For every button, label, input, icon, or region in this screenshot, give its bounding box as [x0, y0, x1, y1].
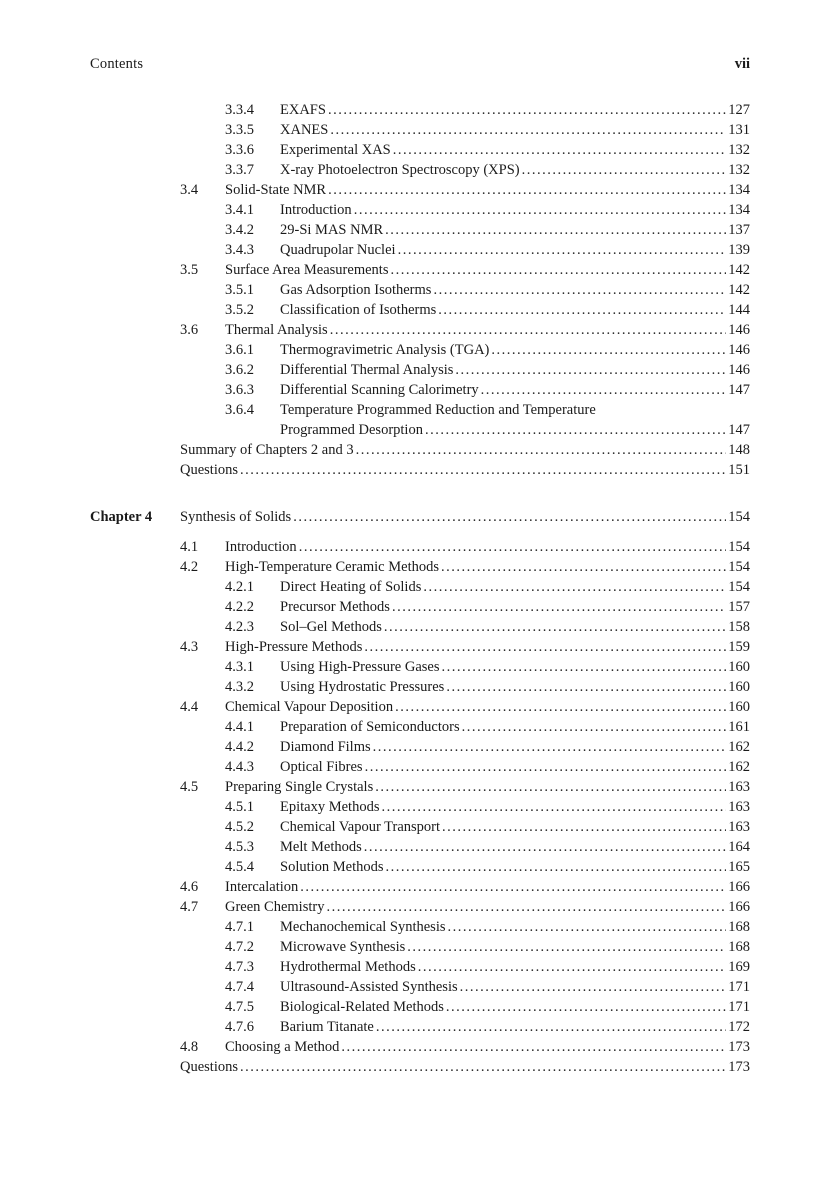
- entry-line: [280, 242, 750, 260]
- entry-page: 142: [728, 262, 750, 278]
- entry-number: 4.2.3: [225, 619, 254, 635]
- entry-number: 4.7.4: [225, 979, 254, 995]
- entry-title: High-Pressure Methods: [225, 639, 363, 655]
- entry-page: 144: [728, 302, 750, 318]
- entry-title: X-ray Photoelectron Spectroscopy (XPS): [280, 162, 520, 178]
- toc-entry: [0, 340, 840, 360]
- entry-line: [280, 122, 750, 140]
- toc-entry: [0, 460, 840, 480]
- entry-page: 154: [728, 539, 750, 555]
- entry-title: Sol–Gel Methods: [280, 619, 382, 635]
- toc-entry: [0, 557, 840, 577]
- entry-line: [180, 509, 750, 527]
- dot-leader: [300, 879, 726, 896]
- toc-entry: [0, 677, 840, 697]
- entry-line: [280, 739, 750, 757]
- entry-number: 3.5: [180, 262, 199, 278]
- dot-leader: [356, 442, 727, 459]
- entry-number: 3.3.5: [225, 122, 254, 138]
- entry-title: Classification of Isotherms: [280, 302, 437, 318]
- entry-title: Programmed Desorption: [280, 422, 423, 438]
- entry-line: [280, 759, 750, 777]
- entry-page: 127: [728, 102, 750, 118]
- entry-page: 162: [728, 739, 750, 755]
- entry-number: 3.4.3: [225, 242, 254, 258]
- entry-title: Thermal Analysis: [225, 322, 328, 338]
- entry-title: Differential Scanning Calorimetry: [280, 382, 479, 398]
- dot-leader: [446, 679, 726, 696]
- toc-entry: [0, 897, 840, 917]
- dot-leader: [441, 559, 726, 576]
- entry-number: 4.3.2: [225, 679, 254, 695]
- entry-number: 4.2.2: [225, 599, 254, 615]
- entry-number: 3.5.2: [225, 302, 254, 318]
- entry-line: [280, 1019, 750, 1037]
- toc-entry: [0, 877, 840, 897]
- entry-title: Solid-State NMR: [225, 182, 327, 198]
- entry-title: Chemical Vapour Deposition: [225, 699, 394, 715]
- entry-page: 163: [728, 799, 750, 815]
- entry-number: 4.7.3: [225, 959, 254, 975]
- entry-title: Hydrothermal Methods: [280, 959, 416, 975]
- toc-entry: [0, 737, 840, 757]
- dot-leader: [373, 739, 727, 756]
- entry-page: 168: [728, 919, 750, 935]
- toc-entry: [0, 300, 840, 320]
- entry-number: Chapter 4: [90, 509, 153, 525]
- entry-page: 169: [728, 959, 750, 975]
- entry-line: [280, 859, 750, 877]
- dot-leader: [364, 639, 726, 656]
- dot-leader: [442, 819, 726, 836]
- entry-number: 4.4.3: [225, 759, 254, 775]
- toc-entry: [0, 160, 840, 180]
- entry-title: Preparing Single Crystals: [225, 779, 374, 795]
- toc-entry: [0, 240, 840, 260]
- entry-title: Thermogravimetric Analysis (TGA): [280, 342, 490, 358]
- toc-entry: [0, 717, 840, 737]
- entry-page: 137: [728, 222, 750, 238]
- entry-number: 3.4.2: [225, 222, 254, 238]
- entry-title: Intercalation: [225, 879, 299, 895]
- entry-title: Introduction: [280, 202, 352, 218]
- entry-line: [280, 402, 750, 420]
- dot-leader: [491, 342, 726, 359]
- dot-leader: [341, 1039, 726, 1056]
- toc-entry: [0, 1057, 840, 1077]
- toc-entry: [0, 837, 840, 857]
- entry-line: [280, 819, 750, 837]
- dot-leader: [460, 979, 727, 996]
- entry-number: 4.3: [180, 639, 199, 655]
- toc-entry: [0, 360, 840, 380]
- entry-page: 160: [728, 699, 750, 715]
- dot-leader: [375, 779, 726, 796]
- entry-title: Ultrasound-Assisted Synthesis: [280, 979, 458, 995]
- entry-number: 4.2.1: [225, 579, 254, 595]
- toc-entry: [0, 140, 840, 160]
- dot-leader: [365, 759, 727, 776]
- entry-title: XANES: [280, 122, 329, 138]
- toc-entry: [0, 180, 840, 200]
- entry-title: Quadrupolar Nuclei: [280, 242, 396, 258]
- dot-leader: [381, 799, 726, 816]
- entry-line: [280, 619, 750, 637]
- entry-line: [280, 679, 750, 697]
- entry-title: EXAFS: [280, 102, 326, 118]
- entry-page: 147: [728, 422, 750, 438]
- entry-line: [280, 999, 750, 1017]
- entry-page: 160: [728, 679, 750, 695]
- entry-line: [280, 979, 750, 997]
- table-of-contents: [0, 100, 840, 1077]
- entry-number: 4.7.5: [225, 999, 254, 1015]
- entry-title: Barium Titanate: [280, 1019, 374, 1035]
- entry-page: 154: [728, 579, 750, 595]
- entry-title: Using Hydrostatic Pressures: [280, 679, 445, 695]
- entry-number: 3.6.3: [225, 382, 254, 398]
- entry-page: 146: [728, 322, 750, 338]
- toc-entry: [0, 617, 840, 637]
- toc-entry: [0, 997, 840, 1017]
- entry-line: [280, 282, 750, 300]
- dot-leader: [446, 999, 726, 1016]
- dot-leader: [328, 102, 726, 119]
- entry-page: 159: [728, 639, 750, 655]
- entry-page: 132: [728, 162, 750, 178]
- entry-page: 163: [728, 819, 750, 835]
- dot-leader: [328, 182, 726, 199]
- entry-title: Melt Methods: [280, 839, 362, 855]
- toc-entry: [0, 797, 840, 817]
- running-head: Contents: [90, 56, 144, 72]
- dot-leader: [433, 282, 726, 299]
- entry-page: 158: [728, 619, 750, 635]
- entry-number: 4.5.3: [225, 839, 254, 855]
- toc-entry: [0, 220, 840, 240]
- dot-leader: [240, 462, 726, 479]
- entry-number: 4.7.2: [225, 939, 254, 955]
- dot-leader: [326, 899, 726, 916]
- entry-line: [180, 442, 750, 460]
- toc-entry-continuation: [0, 420, 840, 440]
- toc-entry: [0, 1017, 840, 1037]
- chapter-heading: [0, 507, 840, 527]
- entry-title: Microwave Synthesis: [280, 939, 406, 955]
- entry-title: High-Temperature Ceramic Methods: [225, 559, 439, 575]
- entry-line: [225, 182, 750, 200]
- toc-entry: [0, 1037, 840, 1057]
- toc-entry: [0, 657, 840, 677]
- entry-page: 165: [728, 859, 750, 875]
- entry-title: Introduction: [225, 539, 297, 555]
- entry-line: [280, 362, 750, 380]
- entry-title: Mechanochemical Synthesis: [280, 919, 446, 935]
- entry-line: [280, 939, 750, 957]
- entry-number: 3.6.1: [225, 342, 254, 358]
- entry-line: [280, 102, 750, 120]
- entry-number: 4.8: [180, 1039, 199, 1055]
- dot-leader: [407, 939, 726, 956]
- toc-entry: [0, 857, 840, 877]
- entry-line: [280, 839, 750, 857]
- entry-title: Questions: [180, 1059, 238, 1075]
- entry-title: Questions: [180, 462, 238, 478]
- entry-number: 3.6.4: [225, 402, 254, 418]
- entry-line: [225, 262, 750, 280]
- toc-entry: [0, 577, 840, 597]
- entry-title: Diamond Films: [280, 739, 371, 755]
- toc-entry: [0, 537, 840, 557]
- dot-leader: [448, 919, 727, 936]
- entry-number: 4.7.1: [225, 919, 254, 935]
- dot-leader: [425, 422, 726, 439]
- dot-leader: [364, 839, 726, 856]
- toc-entry: [0, 380, 840, 400]
- entry-page: 168: [728, 939, 750, 955]
- toc-entry: [0, 260, 840, 280]
- entry-line: [280, 579, 750, 597]
- entry-title: Biological-Related Methods: [280, 999, 444, 1015]
- entry-number: 3.6: [180, 322, 199, 338]
- page-header: [90, 56, 750, 76]
- entry-number: 3.3.7: [225, 162, 254, 178]
- toc-entry: [0, 200, 840, 220]
- entry-page: 132: [728, 142, 750, 158]
- entry-page: 171: [728, 999, 750, 1015]
- entry-title: Temperature Programmed Reduction and Temperature: [280, 402, 596, 418]
- toc-entry: [0, 320, 840, 340]
- entry-number: 3.4: [180, 182, 199, 198]
- entry-page: 171: [728, 979, 750, 995]
- entry-page: 162: [728, 759, 750, 775]
- entry-line: [225, 879, 750, 897]
- dot-leader: [438, 302, 726, 319]
- dot-leader: [386, 859, 727, 876]
- entry-line: [225, 559, 750, 577]
- entry-title: Experimental XAS: [280, 142, 391, 158]
- entry-title: Surface Area Measurements: [225, 262, 389, 278]
- dot-leader: [395, 699, 726, 716]
- entry-number: 4.1: [180, 539, 199, 555]
- entry-page: 142: [728, 282, 750, 298]
- entry-number: 4.4: [180, 699, 199, 715]
- entry-line: [225, 539, 750, 557]
- entry-title: Chemical Vapour Transport: [280, 819, 441, 835]
- entry-line: [225, 699, 750, 717]
- entry-line: [280, 659, 750, 677]
- entry-page: 146: [728, 362, 750, 378]
- entry-page: 173: [728, 1039, 750, 1055]
- entry-line: [280, 799, 750, 817]
- dot-leader: [385, 222, 726, 239]
- entry-title: Differential Thermal Analysis: [280, 362, 454, 378]
- dot-leader: [455, 362, 726, 379]
- toc-entry: [0, 777, 840, 797]
- dot-leader: [390, 262, 726, 279]
- entry-number: 4.5.2: [225, 819, 254, 835]
- entry-number: 3.4.1: [225, 202, 254, 218]
- entry-number: 4.4.1: [225, 719, 254, 735]
- entry-number: 4.5: [180, 779, 199, 795]
- entry-line: [280, 162, 750, 180]
- toc-entry: [0, 817, 840, 837]
- toc-entry: [0, 637, 840, 657]
- entry-line: [280, 202, 750, 220]
- entry-line: [280, 342, 750, 360]
- toc-entry: [0, 120, 840, 140]
- entry-title: Solution Methods: [280, 859, 384, 875]
- entry-title: Epitaxy Methods: [280, 799, 380, 815]
- entry-page: 172: [728, 1019, 750, 1035]
- spacer: [0, 480, 840, 507]
- entry-page: 173: [728, 1059, 750, 1075]
- dot-leader: [293, 509, 726, 526]
- entry-line: [280, 222, 750, 240]
- entry-title: Choosing a Method: [225, 1039, 340, 1055]
- dot-leader: [418, 959, 727, 976]
- entry-page: 147: [728, 382, 750, 398]
- entry-page: 161: [728, 719, 750, 735]
- dot-leader: [522, 162, 727, 179]
- entry-page: 139: [728, 242, 750, 258]
- toc-entry: [0, 400, 840, 420]
- dot-leader: [354, 202, 727, 219]
- entry-page: 154: [728, 509, 750, 525]
- toc-entry: [0, 917, 840, 937]
- toc-entry: [0, 977, 840, 997]
- entry-title: Synthesis of Solids: [180, 509, 292, 525]
- entry-number: 3.3.4: [225, 102, 254, 118]
- entry-line: [225, 639, 750, 657]
- dot-leader: [330, 322, 727, 339]
- dot-leader: [398, 242, 727, 259]
- entry-title: Green Chemistry: [225, 899, 325, 915]
- entry-line: [280, 719, 750, 737]
- entry-line: [225, 899, 750, 917]
- entry-number: 4.3.1: [225, 659, 254, 675]
- entry-line: [225, 1039, 750, 1057]
- entry-number: 4.5.4: [225, 859, 254, 875]
- entry-page: 163: [728, 779, 750, 795]
- entry-number: 3.3.6: [225, 142, 254, 158]
- entry-line: [225, 322, 750, 340]
- entry-line: [280, 599, 750, 617]
- entry-line: [280, 422, 750, 440]
- entry-line: [280, 959, 750, 977]
- entry-number: 4.7: [180, 899, 199, 915]
- entry-number: 4.7.6: [225, 1019, 254, 1035]
- toc-entry: [0, 440, 840, 460]
- entry-page: 166: [728, 899, 750, 915]
- dot-leader: [330, 122, 726, 139]
- entry-page: 157: [728, 599, 750, 615]
- entry-page: 154: [728, 559, 750, 575]
- toc-entry: [0, 597, 840, 617]
- entry-line: [280, 302, 750, 320]
- entry-number: 3.5.1: [225, 282, 254, 298]
- toc-entry: [0, 697, 840, 717]
- entry-title: Optical Fibres: [280, 759, 363, 775]
- toc-entry: [0, 100, 840, 120]
- entry-page: 134: [728, 202, 750, 218]
- entry-page: 134: [728, 182, 750, 198]
- dot-leader: [240, 1059, 726, 1076]
- toc-entry: [0, 757, 840, 777]
- entry-title: Gas Adsorption Isotherms: [280, 282, 432, 298]
- entry-line: [225, 779, 750, 797]
- entry-line: [280, 382, 750, 400]
- entry-line: [280, 142, 750, 160]
- spacer: [0, 527, 840, 537]
- entry-page: 148: [728, 442, 750, 458]
- page-number: vii: [734, 56, 750, 72]
- dot-leader: [384, 619, 726, 636]
- entry-page: 164: [728, 839, 750, 855]
- toc-entry: [0, 957, 840, 977]
- entry-title: Summary of Chapters 2 and 3: [180, 442, 354, 458]
- entry-title: Using High-Pressure Gases: [280, 659, 440, 675]
- toc-entry: [0, 937, 840, 957]
- toc-entry: [0, 280, 840, 300]
- entry-number: 3.6.2: [225, 362, 254, 378]
- entry-title: 29-Si MAS NMR: [280, 222, 384, 238]
- dot-leader: [441, 659, 726, 676]
- dot-leader: [376, 1019, 726, 1036]
- dot-leader: [481, 382, 727, 399]
- dot-leader: [423, 579, 726, 596]
- dot-leader: [462, 719, 727, 736]
- dot-leader: [393, 142, 727, 159]
- entry-number: 4.6: [180, 879, 199, 895]
- entry-page: 151: [728, 462, 750, 478]
- entry-line: [180, 462, 750, 480]
- entry-page: 131: [728, 122, 750, 138]
- dot-leader: [299, 539, 727, 556]
- entry-line: [280, 919, 750, 937]
- entry-number: 4.4.2: [225, 739, 254, 755]
- entry-page: 160: [728, 659, 750, 675]
- entry-number: 4.5.1: [225, 799, 254, 815]
- dot-leader: [392, 599, 726, 616]
- entry-title: Precursor Methods: [280, 599, 390, 615]
- entry-page: 166: [728, 879, 750, 895]
- entry-page: 146: [728, 342, 750, 358]
- entry-title: Direct Heating of Solids: [280, 579, 422, 595]
- entry-number: 4.2: [180, 559, 199, 575]
- entry-line: [180, 1059, 750, 1077]
- entry-title: Preparation of Semiconductors: [280, 719, 460, 735]
